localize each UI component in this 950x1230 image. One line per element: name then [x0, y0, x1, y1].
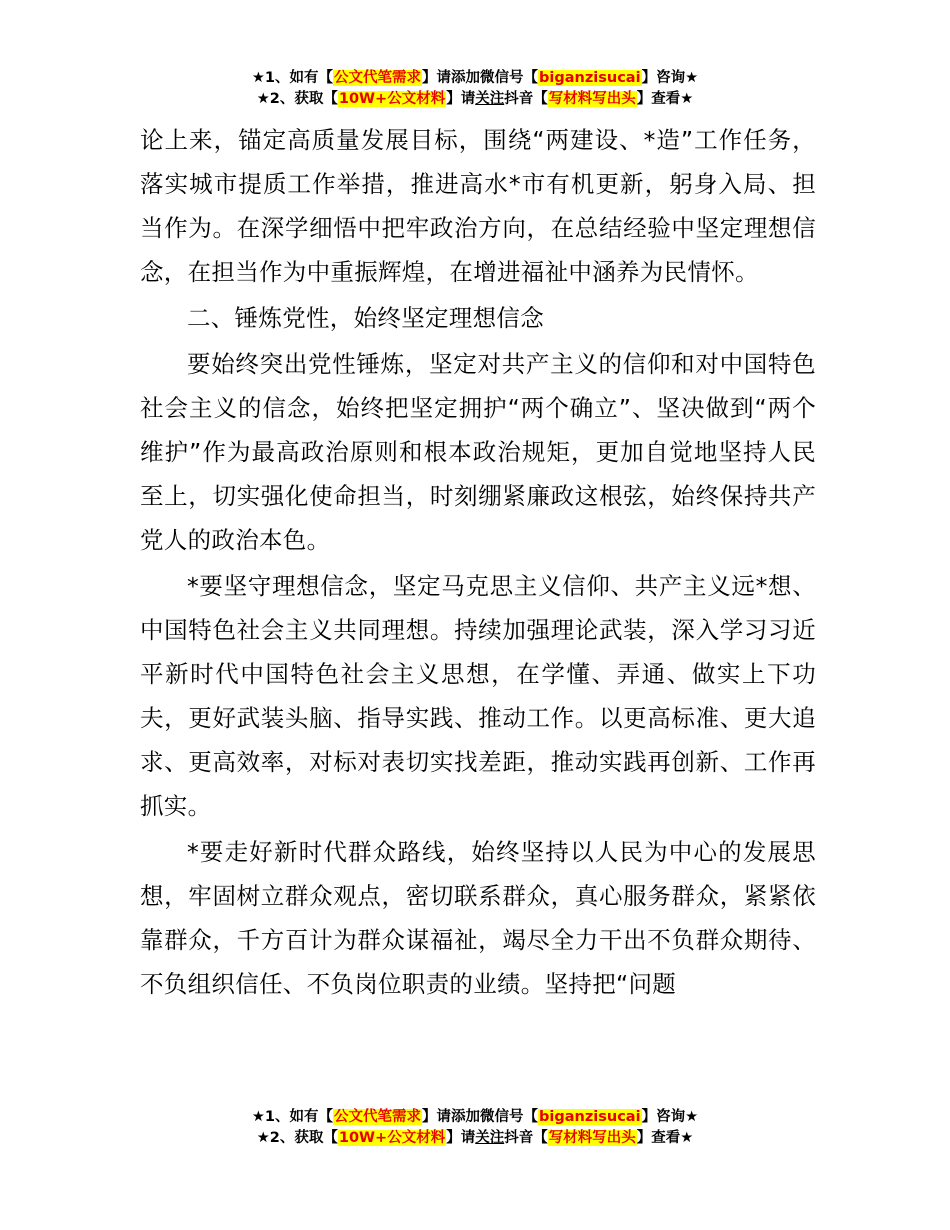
- paragraph: *要走好新时代群众路线，始终坚持以人民为中心的发展思想，牢固树立群众观点，密切联系群众，真心服务群众，紧紧依靠群众，千方百计为群众谋福祉，竭尽全力干出不负群众期待、不负组织信任、不负岗位职责的业绩。坚持把“问题: [140, 838, 816, 998]
- footer-notice: [0, 1107, 950, 1149]
- footer-notice-line-1: [0, 1107, 950, 1128]
- document-body: [140, 118, 816, 1006]
- notice-text: 】查看★: [636, 91, 694, 107]
- highlight-douyin-account: 写材料写出头: [548, 1130, 636, 1146]
- highlight-ghostwriting: 公文代笔需求: [334, 1109, 422, 1125]
- notice-text: ★1、如有【: [251, 70, 334, 86]
- footer-notice-line-2: [0, 1128, 950, 1149]
- notice-text: 】请: [446, 1130, 476, 1146]
- notice-text: 】请添加微信号【: [422, 70, 539, 86]
- underlined-follow: 关注: [475, 1130, 505, 1146]
- paragraph-continuation: 论上来，锚定高质量发展目标，围绕“两建设、*造”工作任务，落实城市提质工作举措，推进高水*市有机更新，躬身入局、担当作为。在深学细悟中把牢政治方向，在总结经验中坚定理想信念，在担当作为中重振辉煌，在增进福祉中涵养为民情怀。: [140, 126, 816, 286]
- highlight-ghostwriting: 公文代笔需求: [334, 70, 422, 86]
- notice-text: 】咨询★: [641, 1109, 699, 1125]
- notice-text: ★2、获取【: [256, 91, 338, 107]
- notice-text: 抖音【: [504, 91, 548, 107]
- header-notice: [0, 68, 950, 110]
- header-notice-line-2: [0, 89, 950, 110]
- paragraph: 要始终突出党性锤炼，坚定对共产主义的信仰和对中国特色社会主义的信念，始终把坚定拥护“两个确立”、坚决做到“两个维护”作为最高政治原则和根本政治规矩，更加自觉地坚持人民至上，切实强化使命担当，时刻绷紧廉政这根弦，始终保持共产党人的政治本色。: [140, 350, 816, 554]
- underlined-follow: 关注: [475, 91, 505, 107]
- notice-text: 抖音【: [504, 1130, 548, 1146]
- header-notice-line-1: [0, 68, 950, 89]
- notice-text: ★1、如有【: [251, 1109, 334, 1125]
- notice-text: 】请添加微信号【: [422, 1109, 539, 1125]
- notice-text: 】请: [446, 91, 476, 107]
- section-heading: 二、锤炼党性，始终坚定理想信念: [187, 304, 544, 332]
- highlight-materials: 10W+公文材料: [338, 1130, 446, 1146]
- notice-text: 】查看★: [636, 1130, 694, 1146]
- highlight-wechat-id: biganzisucai: [539, 1109, 641, 1125]
- paragraph: *要坚守理想信念，坚定马克思主义信仰、共产主义远*想、中国特色社会主义共同理想。持续加强理论武装，深入学习习近平新时代中国特色社会主义思想，在学懂、弄通、做实上下功夫，更好武装头脑、指导实践、推动工作。以更高标准、更大追求、更高效率，对标对表切实找差距，推动实践再创新、工作再抓实。: [140, 572, 816, 820]
- notice-text: ★2、获取【: [256, 1130, 338, 1146]
- notice-text: 】咨询★: [641, 70, 699, 86]
- highlight-douyin-account: 写材料写出头: [548, 91, 636, 107]
- highlight-materials: 10W+公文材料: [338, 91, 446, 107]
- highlight-wechat-id: biganzisucai: [539, 70, 641, 86]
